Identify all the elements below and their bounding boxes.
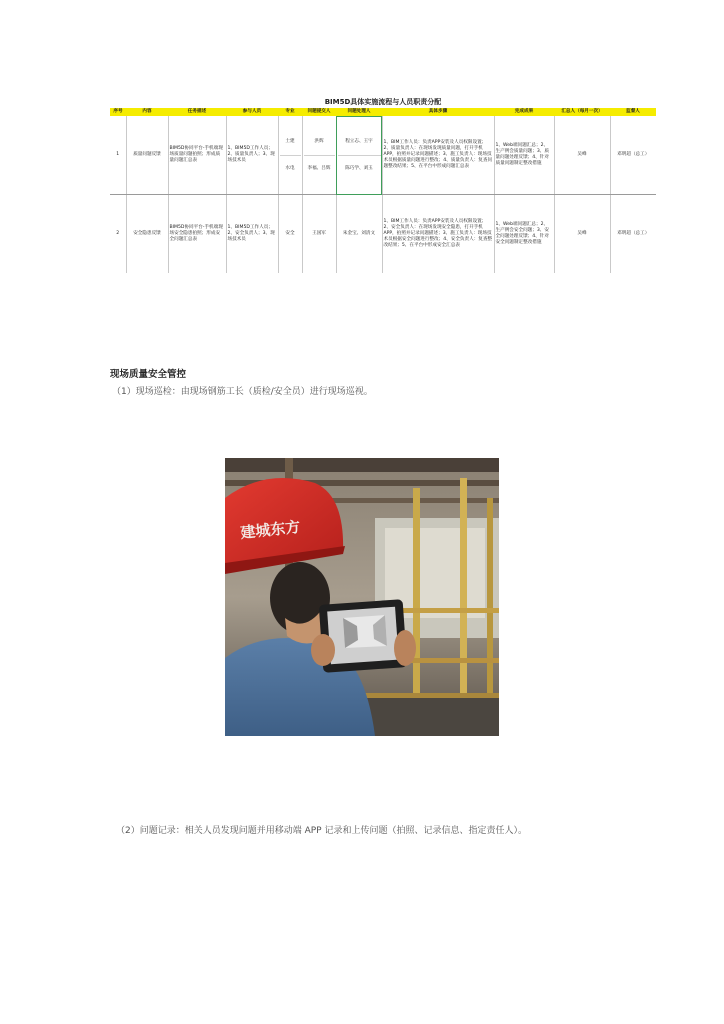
cell-submitter-b: 李福、吕辉 [307,165,331,171]
cell-steps: 1、BIM工作人员：负责APP安装及人员权限设置；2、质量负责人：在现场发现质量问题，打开手机APP，拍照并记录问题描述；3、施工负责人：现场技术员根据质量问题进行整改；4、质量负责人：复查问题整改结果；5、在平台中形成问题汇总表 [382,116,494,195]
cell-steps: 1、BIM工作人员：负责APP安装及人员权限设置；2、安全负责人：在现场发现安全隐患，打开手机APP，拍照并记录问题描述；3、施工负责人：现场技术员根据安全问题进行整改；4、安全负责人：复查整改结果；5、在平台中形成安全汇总表 [382,195,494,274]
cell-handler-b: 陈巧学、刘玉 [345,165,373,171]
responsibility-table [110,108,656,273]
col-header: 任务描述 [168,108,226,116]
col-header: 专业 [278,108,302,116]
col-header: 汇总人（每月一次） [554,108,610,116]
cell-results: 1、Web端问题汇总；2、生产例会安全问题；3、安全问题处理反馈；4、针对安全问题制定整改措施 [494,195,554,274]
cell-submitter [302,116,336,195]
tablet-device [319,599,408,673]
cell-handler-a: 程立志、王宇 [338,129,381,156]
cell-handler [336,116,382,195]
col-header: 参与人员 [226,108,278,116]
responsibility-table-image [110,96,656,280]
table-title: BIM5D具体实施流程与人员职责分配 [324,98,442,106]
col-header: 监督人 [610,108,656,116]
cell-specialty-b: 水电 [285,165,295,171]
cell-handler: 朱金宝、刘清文 [336,195,382,274]
col-header: 问题提交人 [302,108,336,116]
cell-no: 1 [110,116,126,195]
table-row [110,195,656,274]
cell-specialty: 安全 [278,195,302,274]
cell-submitter: 王国军 [302,195,336,274]
cell-no: 2 [116,231,120,236]
paragraph-issue-record: （2）问题记录：相关人员发现问题并用移动端 APP 记录和上传问题（拍照、记录信息、指定责任人）。 [116,826,527,836]
site-inspection-photo [225,458,499,736]
cell-desc: BIM5D协同平台-手机端现场质量问题拍照；形成质量问题汇总表 [168,116,226,195]
helmet-logo-text: 建城东方 [239,517,302,542]
cell-specialty [278,116,302,195]
table-row [110,116,656,195]
cell-supervisor: 邓明超（总工） [610,195,656,274]
cell-summarizer: 吴峰 [554,195,610,274]
col-header: 完成成果 [494,108,554,116]
paragraph-inspection: （1）现场巡检：由现场钢筋工长（质检/安全员）进行现场巡视。 [112,387,373,397]
table-header-row [110,108,656,116]
site-photo-illustration [225,458,499,736]
cell-specialty-a: 土建 [280,129,301,156]
cell-participants: 1、BIM5D工作人员；2、质量负责人；3、现场技术员 [226,116,278,195]
cell-content: 安全隐患反馈 [126,195,168,274]
cell-desc: BIM5D协同平台-手机端现场安全隐患拍照；形成安全问题汇总表 [168,195,226,274]
cell-participants: 1、BIM5D工作人员；2、安全负责人；3、现场技术员 [226,195,278,274]
section-heading: 现场质量安全管控 [110,369,187,380]
cell-results: 1、Web端问题汇总；2、生产例会质量问题；3、质量问题处理反馈；4、针对质量问题制定整改措施 [494,116,554,195]
col-header: 内容 [126,108,168,116]
cell-submitter-a: 洪辉 [304,129,335,156]
cell-content: 质量问题反馈 [126,116,168,195]
cell-supervisor: 邓明超（总工） [610,116,656,195]
col-header: 序号 [110,108,126,116]
cell-summarizer: 吴峰 [554,116,610,195]
col-header: 问题处理人 [336,108,382,116]
col-header: 具体步骤 [382,108,494,116]
